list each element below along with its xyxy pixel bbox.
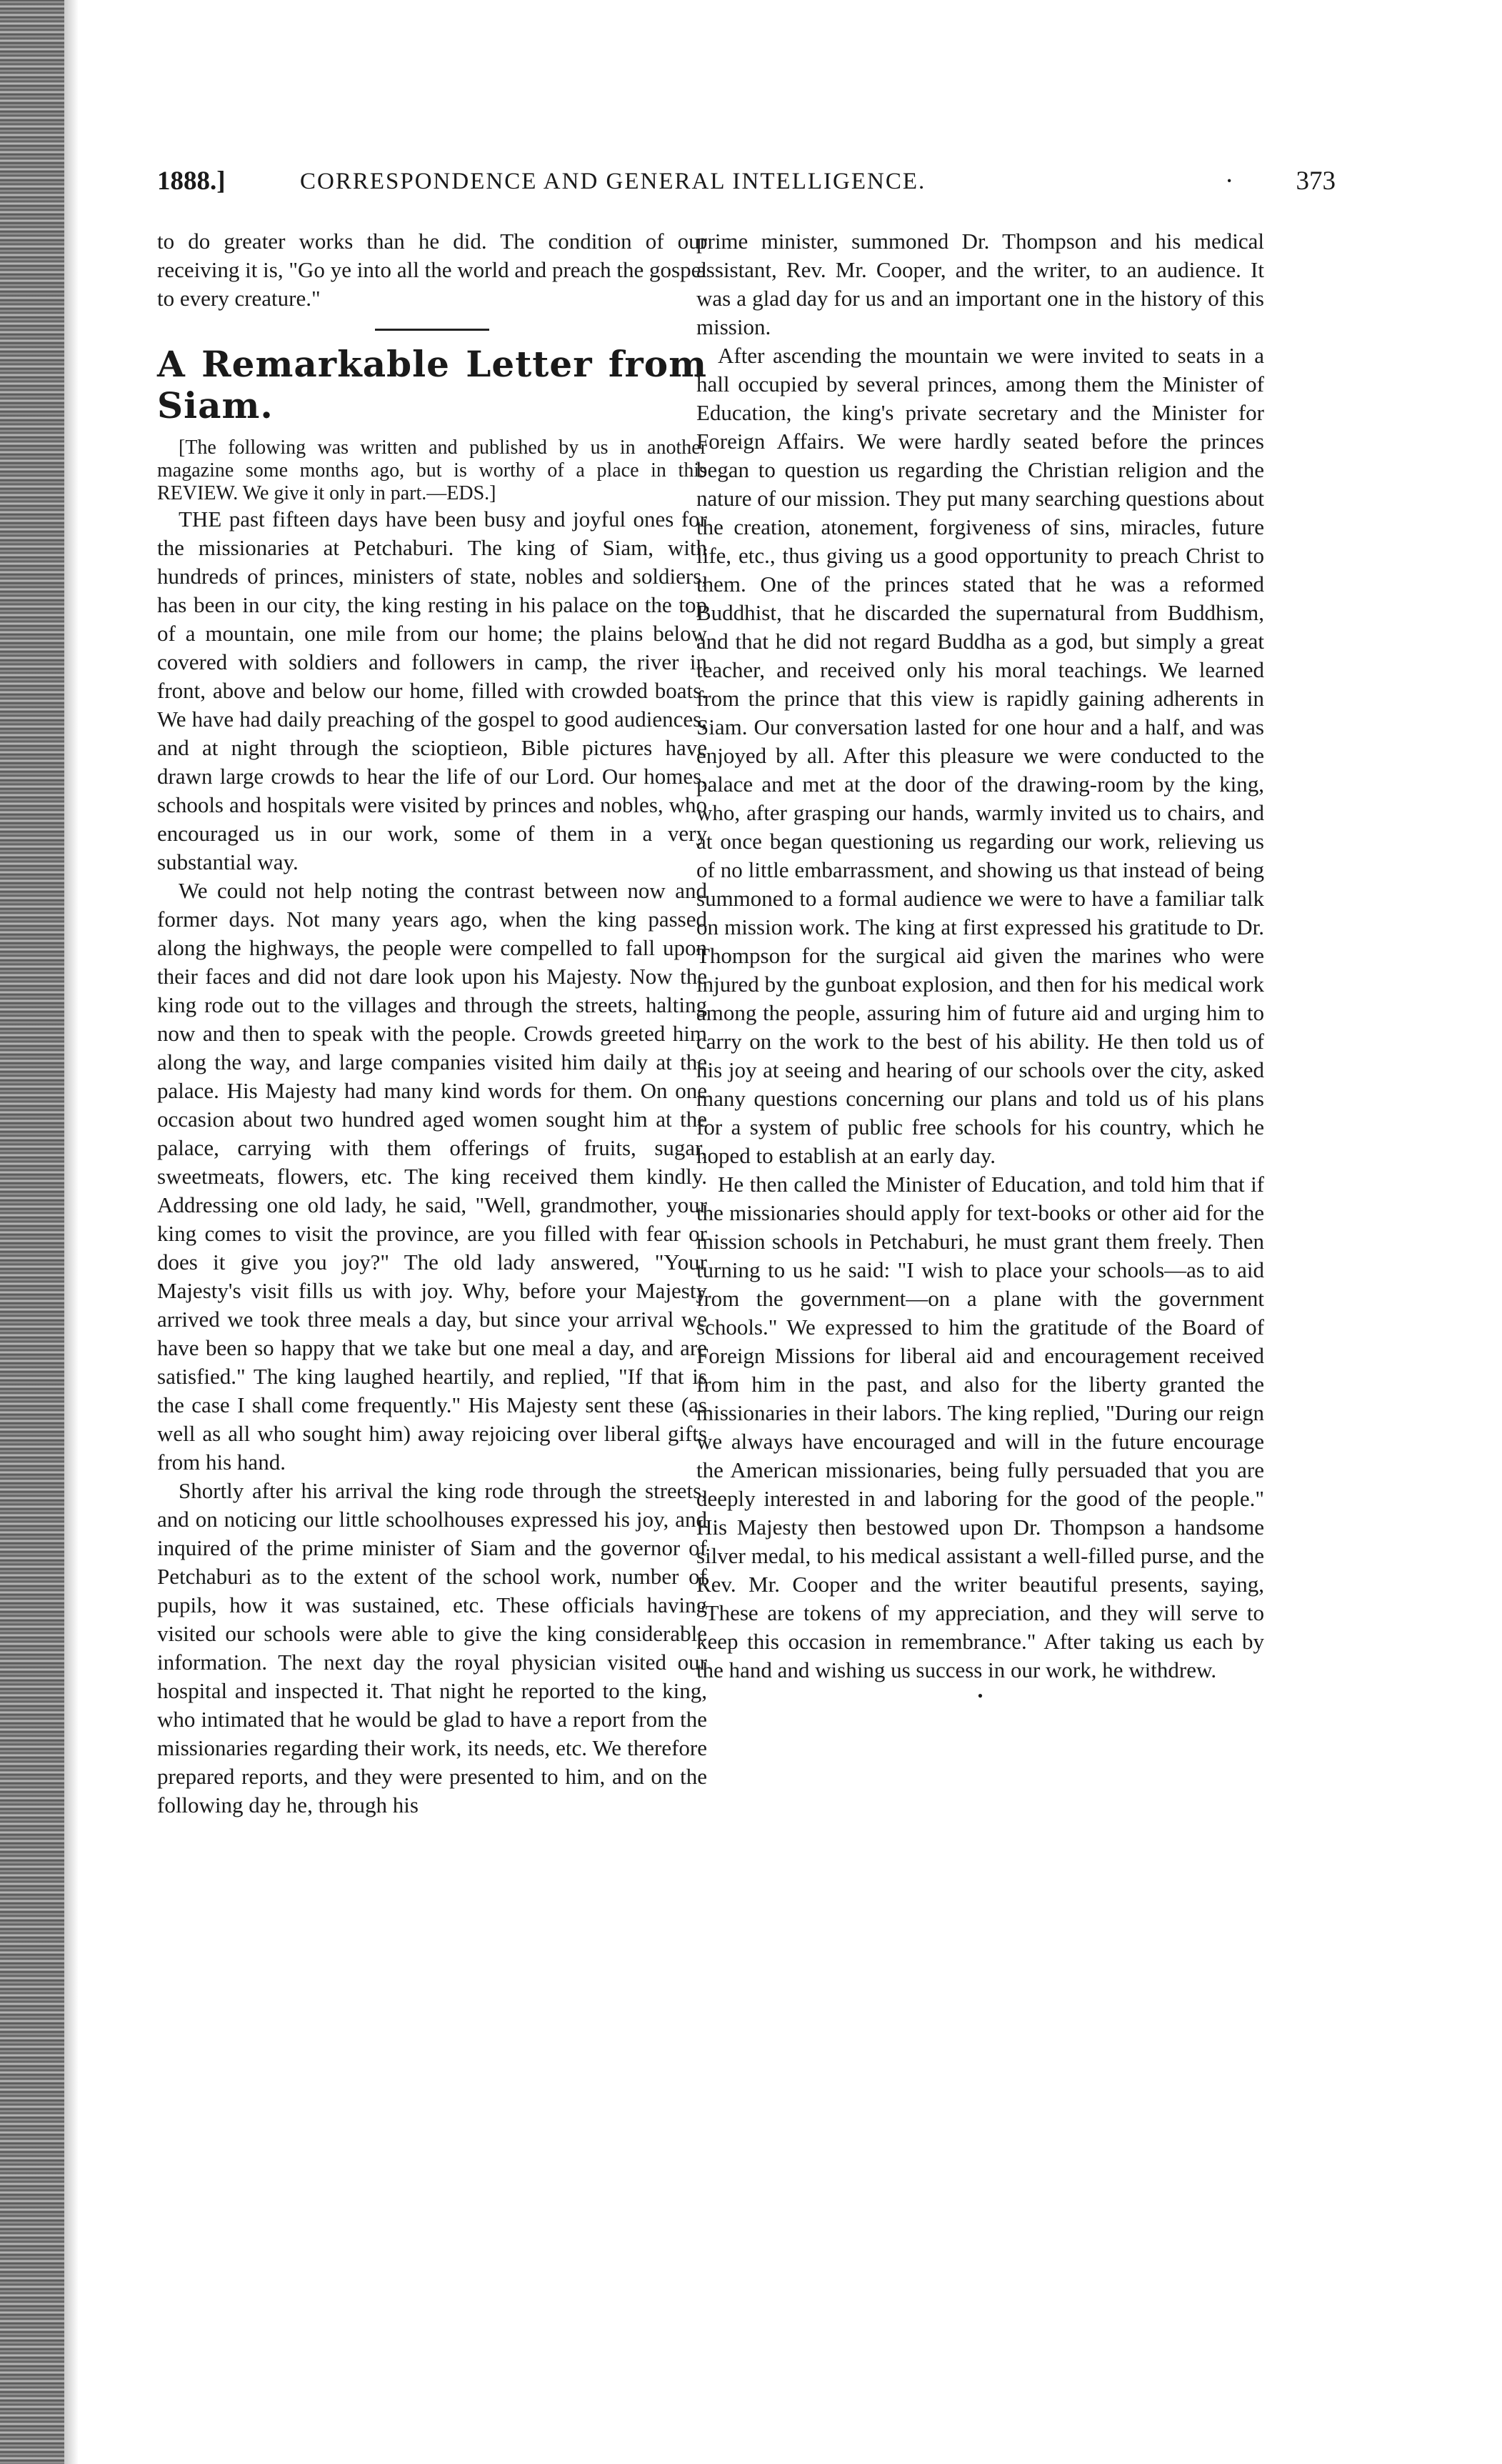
header-dot: ·	[1225, 166, 1234, 196]
end-mark: •	[977, 1687, 983, 1705]
running-head: CORRESPONDENCE AND GENERAL INTELLIGENCE.	[300, 169, 926, 194]
section-divider	[375, 329, 489, 331]
article-paragraph: Shortly after his arrival the king rode through the streets, and on noticing our little schoolhouses expressed his joy, and inquired of the prime minister of Siam and the governor of Petchaburi as to the extent of the school work, number of pupils, how it was sustained, etc. These officials having visited our schools were able to give the king considerable information. The next day the royal physician visited our hospital and inspected it. That night he reported to the king, who intimated that he would be glad to have a report from the missionaries regarding their work, its needs, etc. We therefore prepared reports, and they were presented to him, and on the following day he, through his	[157, 1478, 707, 1817]
article-paragraph: THE past fifteen days have been busy and joyful ones for the missionaries at Petchaburi. The king of Siam, with hundreds of princes, ministers of state, nobles and soldiers, has been in our city, the king resting in his palace on the top of a mountain, one mile from our home; the plains below covered with soldiers and followers in camp, the river in front, above and below our home, filled with crowded boats. We have had daily preaching of the gospel to good audiences, and at night through the scioptieon, Bible pictures have drawn large crowds to hear the life of our Lord. Our homes, schools and hospitals were visited by princes and nobles, who encouraged us in our work, some of them in a very substantial way.	[157, 507, 707, 874]
article-paragraph: He then called the Minister of Education, and told him that if the missionaries should apply for text-books or other aid for the mission schools in Petchaburi, he must grant them freely. Then turning to us he said: "I wish to place your schools—as to aid from the government—on a plane with the government schools." We expressed to him the gratitude of the Board of Foreign Missions for liberal aid and encouragement received from him in the past, and also for the liberty granted the missionaries in their labors. The king replied, "During our reign we always have encouraged and will in the future encourage the American missionaries, being fully persuaded that you are deeply interested in and laboring for the good of the people." His Majesty then bestowed upon Dr. Thompson a handsome silver medal, to his medical assistant a well-filled purse, and the Rev. Mr. Cooper and the writer beautiful presents, saying, "These are tokens of my appreciation, and they will serve to keep this occasion in remembrance." After taking us each by the hand and wishing us success in our work, he withdrew.	[696, 1172, 1264, 1682]
article-paragraph: We could not help noting the contrast between now and former days. Not many years ago, when the king passed along the highways, the people were compelled to fall upon their faces and did not dare look upon his Majesty. Now the king rode out to the villages and through the streets, halting now and then to speak with the people. Crowds greeted him along the way, and large companies visited him daily at the palace. His Majesty had many kind words for them. On one occasion about two hundred aged women sought him at the palace, carrying with them offerings of fruits, sugar, sweetmeats, flowers, etc. The king received them kindly. Addressing one old lady, he said, "Well, grandmother, your king comes to visit the province, are you filled with fear or does it give you joy?" The old lady answered, "Your Majesty's visit fills us with joy. Why, before your Majesty arrived we took three meals a day, but since your arrival we have been so happy that we take but one meal a day, and are satisfied." The king laughed heartily, and replied, "If that is the case I shall come frequently." His Majesty sent these (as well as all who sought him) away rejoicing over liberal gifts from his hand.	[157, 878, 707, 1475]
editor-note: [The following was written and published by us in another magazine some months ago, but is worthy of a place in this REVIEW. We give it only in part.—EDS.]	[157, 437, 707, 504]
header-year: 1888.]	[157, 166, 226, 196]
left-column	[157, 227, 707, 1820]
article-paragraph: After ascending the mountain we were invited to seats in a hall occupied by several princes, among them the Minister of Education, the king's private secretary and the Minister for Foreign Affairs. We were hardly seated before the princes began to question us regarding the Christian religion and the nature of our mission. They put many searching questions about the creation, atonement, forgiveness of sins, miracles, future life, etc., thus giving us a good opportunity to preach Christ to them. One of the princes stated that he was a reformed Buddhist, that he discarded the supernatural from Buddhism, and that he did not regard Buddha as a god, but simply a great teacher, and received only his moral teachings. We learned from the prince that this view is rapidly gaining adherents in Siam. Our conversation lasted for one hour and a half, and was enjoyed by all. After this pleasure we were conducted to the palace and met at the door of the drawing-room by the king, who, after grasping our hands, warmly invited us to chairs, and at once began questioning us regarding our work, relieving us of no little embarrassment, and showing us that instead of being summoned to a formal audience we were to have a familiar talk on mission work. The king at first expressed his gratitude to Dr. Thompson for the surgical aid given the marines who were injured by the gunboat explosion, and then for his medical work among the people, assuring him of future aid and urging him to carry on the work to the best of his ability. He then told us of his joy at seeing and hearing of our schools over the city, asked many questions concerning our plans and told us of his plans for a system of public free schools for his country, which he hoped to establish at an early day.	[696, 343, 1264, 1168]
page-number: 373	[1296, 166, 1336, 196]
right-column	[696, 227, 1264, 1703]
intro-paragraph: to do greater works than he did. The condition of our receiving it is, "Go ye into all the world and preach the gospel to every creature."	[157, 229, 707, 311]
article-paragraph: prime minister, summoned Dr. Thompson and his medical assistant, Rev. Mr. Cooper, and the writer, to an audience. It was a glad day for us and an important one in the history of this mission.	[696, 229, 1264, 339]
page-header	[157, 166, 1336, 209]
book-binding-edge	[0, 0, 64, 2464]
article-title: A Remarkable Letter from Siam.	[157, 343, 707, 427]
